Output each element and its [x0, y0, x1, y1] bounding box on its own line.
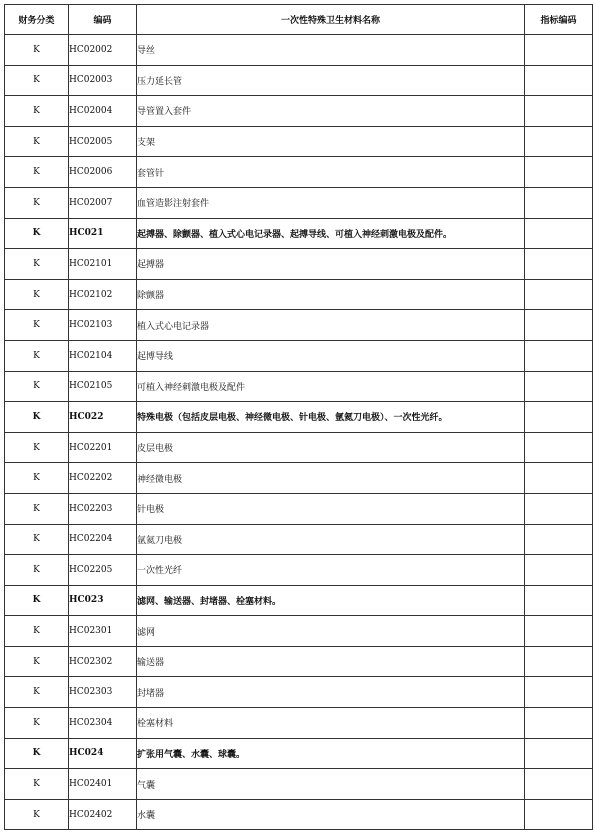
category-cell: K: [5, 126, 69, 157]
index-code-cell: [525, 616, 593, 647]
code-cell: HC02102: [69, 279, 137, 310]
name-cell: 氩氦刀电极: [137, 524, 525, 555]
name-cell: 血管造影注射套件: [137, 187, 525, 218]
name-cell: 输送器: [137, 646, 525, 677]
index-code-cell: [525, 493, 593, 524]
category-cell: K: [5, 96, 69, 127]
table-row: [5, 157, 593, 188]
header-category: 财务分类: [5, 5, 69, 35]
category-cell: K: [5, 65, 69, 96]
category-cell: K: [5, 157, 69, 188]
category-cell: K: [5, 493, 69, 524]
materials-table: [4, 4, 593, 830]
index-code-cell: [525, 371, 593, 402]
table-row: [5, 371, 593, 402]
table-row: [5, 799, 593, 830]
code-cell: HC02002: [69, 35, 137, 66]
header-row: [5, 5, 593, 35]
code-cell: HC02401: [69, 769, 137, 800]
name-cell: 针电极: [137, 493, 525, 524]
category-cell: K: [5, 524, 69, 555]
name-cell: 滤网、输送器、封堵器、栓塞材料。: [137, 585, 525, 616]
name-cell: 导管置入套件: [137, 96, 525, 127]
table-row: [5, 96, 593, 127]
name-cell: 神经微电极: [137, 463, 525, 494]
code-cell: HC02101: [69, 249, 137, 280]
name-cell: 支架: [137, 126, 525, 157]
category-cell: K: [5, 371, 69, 402]
category-cell: K: [5, 585, 69, 616]
category-cell: K: [5, 738, 69, 769]
index-code-cell: [525, 769, 593, 800]
table-row: [5, 555, 593, 586]
name-cell: 滤网: [137, 616, 525, 647]
name-cell: 起搏器、除颤器、植入式心电记录器、起搏导线、可植入神经刺激电极及配件。: [137, 218, 525, 249]
index-code-cell: [525, 279, 593, 310]
index-code-cell: [525, 35, 593, 66]
index-code-cell: [525, 310, 593, 341]
category-cell: K: [5, 555, 69, 586]
code-cell: HC02004: [69, 96, 137, 127]
code-cell: HC02205: [69, 555, 137, 586]
code-cell: HC02301: [69, 616, 137, 647]
code-cell: HC02402: [69, 799, 137, 830]
table-body: [5, 35, 593, 830]
category-cell: K: [5, 616, 69, 647]
header-index-code: 指标编码: [525, 5, 593, 35]
table-row: [5, 708, 593, 739]
table-row: [5, 126, 593, 157]
code-cell: HC02303: [69, 677, 137, 708]
index-code-cell: [525, 799, 593, 830]
index-code-cell: [525, 646, 593, 677]
name-cell: 可植入神经刺激电极及配件: [137, 371, 525, 402]
category-cell: K: [5, 310, 69, 341]
table-row: [5, 646, 593, 677]
name-cell: 起博导线: [137, 340, 525, 371]
category-cell: K: [5, 769, 69, 800]
code-cell: HC02304: [69, 708, 137, 739]
table-row: [5, 524, 593, 555]
code-cell: HC02006: [69, 157, 137, 188]
table-row: [5, 340, 593, 371]
index-code-cell: [525, 585, 593, 616]
category-cell: K: [5, 218, 69, 249]
header-code: 编码: [69, 5, 137, 35]
table-row: [5, 187, 593, 218]
index-code-cell: [525, 218, 593, 249]
code-cell: HC023: [69, 585, 137, 616]
table-row: [5, 279, 593, 310]
table-row: [5, 616, 593, 647]
name-cell: 导丝: [137, 35, 525, 66]
index-code-cell: [525, 738, 593, 769]
name-cell: 除颤器: [137, 279, 525, 310]
table-group-row: [5, 738, 593, 769]
index-code-cell: [525, 157, 593, 188]
category-cell: K: [5, 463, 69, 494]
name-cell: 气囊: [137, 769, 525, 800]
code-cell: HC02202: [69, 463, 137, 494]
code-cell: HC022: [69, 402, 137, 433]
index-code-cell: [525, 524, 593, 555]
category-cell: K: [5, 279, 69, 310]
name-cell: 压力延长管: [137, 65, 525, 96]
name-cell: 栓塞材料: [137, 708, 525, 739]
category-cell: K: [5, 340, 69, 371]
code-cell: HC02005: [69, 126, 137, 157]
table-row: [5, 249, 593, 280]
code-cell: HC02204: [69, 524, 137, 555]
category-cell: K: [5, 646, 69, 677]
table-row: [5, 65, 593, 96]
name-cell: 起搏器: [137, 249, 525, 280]
code-cell: HC02302: [69, 646, 137, 677]
index-code-cell: [525, 555, 593, 586]
code-cell: HC02201: [69, 432, 137, 463]
category-cell: K: [5, 799, 69, 830]
index-code-cell: [525, 677, 593, 708]
table-row: [5, 677, 593, 708]
category-cell: K: [5, 187, 69, 218]
category-cell: K: [5, 432, 69, 463]
table-row: [5, 463, 593, 494]
code-cell: HC02105: [69, 371, 137, 402]
code-cell: HC02007: [69, 187, 137, 218]
code-cell: HC02203: [69, 493, 137, 524]
name-cell: 封堵器: [137, 677, 525, 708]
table-row: [5, 310, 593, 341]
code-cell: HC021: [69, 218, 137, 249]
category-cell: K: [5, 677, 69, 708]
index-code-cell: [525, 432, 593, 463]
index-code-cell: [525, 708, 593, 739]
table-row: [5, 769, 593, 800]
index-code-cell: [525, 340, 593, 371]
table-group-row: [5, 218, 593, 249]
index-code-cell: [525, 65, 593, 96]
header-name: 一次性特殊卫生材料名称: [137, 5, 525, 35]
category-cell: K: [5, 708, 69, 739]
index-code-cell: [525, 187, 593, 218]
name-cell: 水囊: [137, 799, 525, 830]
table-header: [5, 5, 593, 35]
code-cell: HC02003: [69, 65, 137, 96]
category-cell: K: [5, 35, 69, 66]
name-cell: 皮层电极: [137, 432, 525, 463]
index-code-cell: [525, 126, 593, 157]
code-cell: HC024: [69, 738, 137, 769]
name-cell: 套管针: [137, 157, 525, 188]
category-cell: K: [5, 249, 69, 280]
index-code-cell: [525, 463, 593, 494]
category-cell: K: [5, 402, 69, 433]
index-code-cell: [525, 96, 593, 127]
name-cell: 特殊电极（包括皮层电极、神经微电极、针电极、氩氦刀电极）、一次性光纤。: [137, 402, 525, 433]
code-cell: HC02104: [69, 340, 137, 371]
table-row: [5, 35, 593, 66]
name-cell: 植入式心电记录器: [137, 310, 525, 341]
name-cell: 一次性光纤: [137, 555, 525, 586]
index-code-cell: [525, 402, 593, 433]
table-group-row: [5, 585, 593, 616]
code-cell: HC02103: [69, 310, 137, 341]
table-row: [5, 493, 593, 524]
table-row: [5, 432, 593, 463]
index-code-cell: [525, 249, 593, 280]
name-cell: 扩张用气囊、水囊、球囊。: [137, 738, 525, 769]
table-group-row: [5, 402, 593, 433]
